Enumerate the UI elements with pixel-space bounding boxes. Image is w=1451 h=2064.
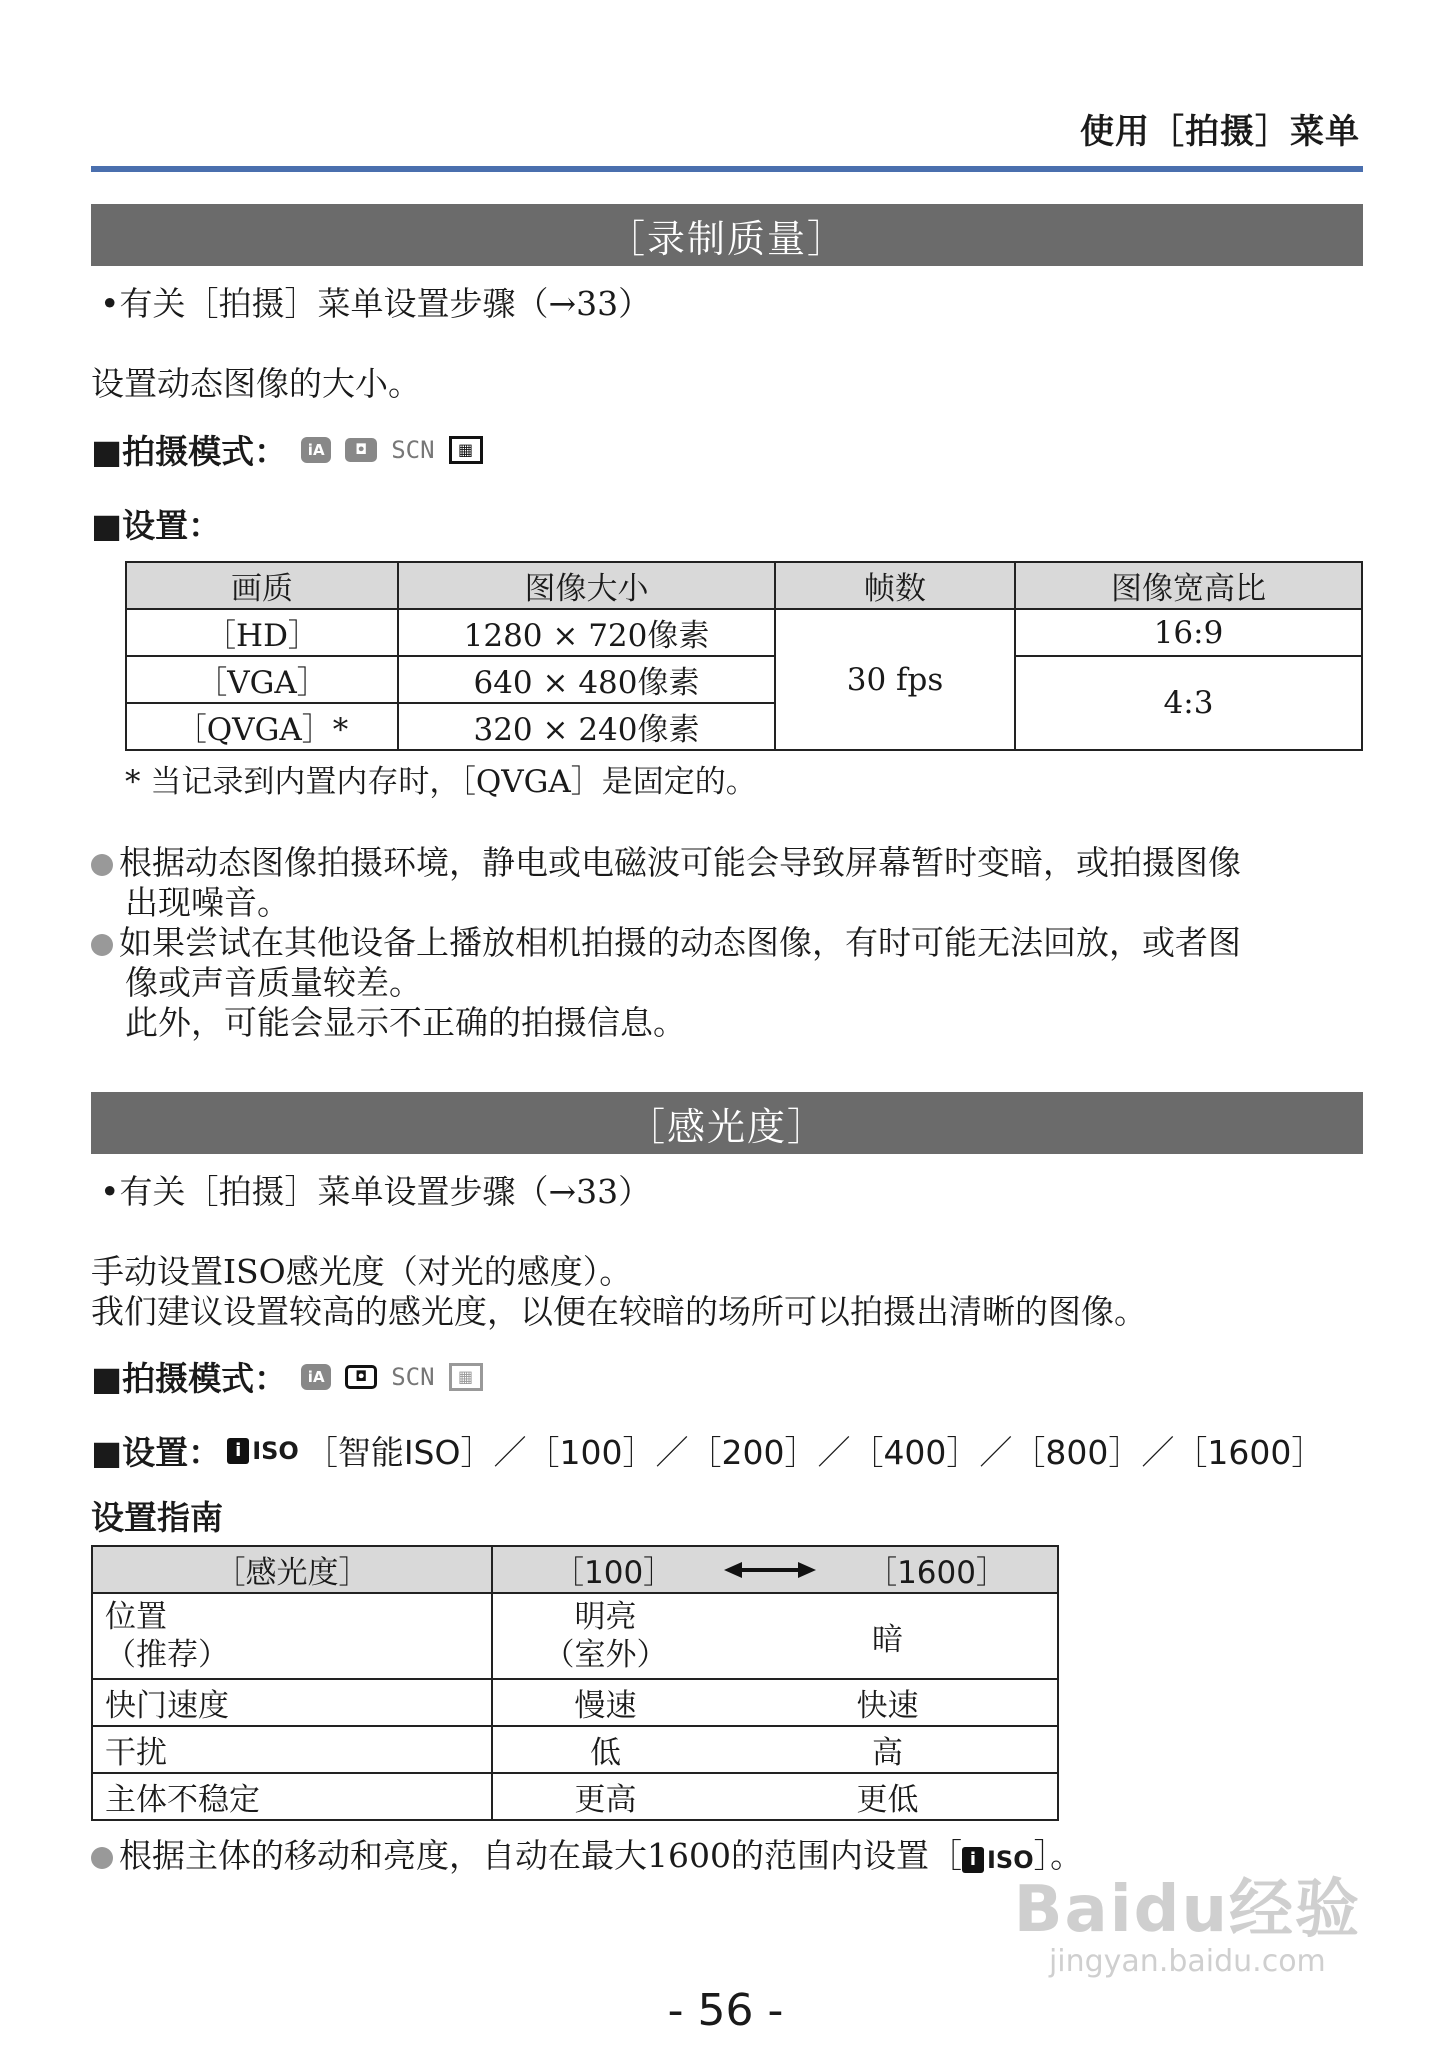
bullet-icon	[91, 1847, 113, 1869]
section2-settings-row	[91, 1427, 1324, 1474]
baidu-watermark	[1014, 1875, 1361, 1979]
iso-i-glyph: i	[962, 1847, 984, 1873]
footnote: * 当记录到内置内存时，［QVGA］是固定的。	[125, 764, 757, 800]
table-cell-fps: 30 fps	[775, 609, 1015, 750]
table-cell-ratio-other: 4:3	[1015, 656, 1362, 750]
table-cell: ［VGA］	[126, 656, 398, 703]
intelligent-auto-icon: iA	[301, 1364, 331, 1390]
settings-label: ■设置：	[91, 1433, 222, 1472]
guide-row-label: 主体不稳定	[92, 1773, 492, 1820]
guide-header-100: ［100］	[553, 1555, 675, 1591]
section2-mode-row	[91, 1353, 483, 1400]
table-cell-ratio-hd: 16:9	[1015, 609, 1362, 656]
scene-icon: SCN	[391, 1362, 435, 1391]
intelligent-iso-icon	[227, 1437, 299, 1465]
guide-label-line: （推荐）	[105, 1637, 229, 1673]
guide-cell-high: 更低	[718, 1773, 1058, 1820]
guide-row-label: 干扰	[92, 1726, 492, 1773]
guide-cell-low	[492, 1593, 718, 1679]
page-header-title: 使用［拍摄］菜单	[1080, 112, 1360, 152]
camera-icon: ◘	[345, 438, 377, 462]
iso-text: ISO	[252, 1436, 299, 1465]
guide-cell-high: 暗	[718, 1593, 1058, 1679]
guide-cell-low: 慢速	[492, 1679, 718, 1726]
table-cell: 320 × 240像素	[398, 703, 775, 750]
guide-cell-high: 高	[718, 1726, 1058, 1773]
note-text: 根据动态图像拍摄环境，静电或电磁波可能会导致屏幕暂时变暗，或拍摄图像	[119, 843, 1241, 882]
col-header-fps: 帧数	[775, 562, 1015, 609]
iso-text: ISO	[986, 1846, 1034, 1874]
mode-label: ■拍摄模式：	[91, 1359, 288, 1398]
motion-picture-icon: ▦	[449, 436, 483, 464]
recording-quality-table	[125, 561, 1363, 751]
section1-ref: •有关［拍摄］菜单设置步骤（→33）	[100, 284, 652, 323]
guide-low-line: （室外）	[543, 1637, 668, 1673]
note-text: 如果尝试在其他设备上播放相机拍摄的动态图像，有时可能无法回放，或者图	[119, 923, 1241, 962]
note-text-cont: 此外，可能会显示不正确的拍摄信息。	[125, 1003, 686, 1042]
note-item	[91, 923, 1241, 963]
section1-settings-label: ■设置：	[91, 506, 222, 545]
guide-low-line: 明亮	[574, 1599, 637, 1635]
section-title-sensitivity: ［感光度］	[91, 1092, 1363, 1154]
guide-cell-high: 快速	[718, 1679, 1058, 1726]
double-arrow-icon	[724, 1560, 816, 1580]
guide-cell-low: 低	[492, 1726, 718, 1773]
iso-i-glyph: i	[227, 1438, 249, 1464]
header-divider	[91, 166, 1363, 172]
guide-row-label: 快门速度	[92, 1679, 492, 1726]
table-cell: ［QVGA］*	[126, 703, 398, 750]
table-cell: 1280 × 720像素	[398, 609, 775, 656]
section2-ref: •有关［拍摄］菜单设置步骤（→33）	[100, 1172, 652, 1211]
bullet-icon	[91, 854, 113, 876]
iso-guide-table	[91, 1545, 1059, 1821]
guide-cell-low: 更高	[492, 1773, 718, 1820]
guide-header-1600: ［1600］	[866, 1555, 1007, 1591]
motion-picture-icon: ▦	[449, 1363, 483, 1391]
watermark-line1: Baidu经验	[1013, 1873, 1361, 1947]
note-item	[91, 1836, 1083, 1880]
note-text-cont: 像或声音质量较差。	[125, 963, 422, 1002]
page-number: - 56 -	[667, 1985, 784, 2036]
guide-header-sensitivity: ［感光度］	[92, 1546, 492, 1593]
settings-values: ［智能ISO］／［100］／［200］／［400］／［800］／［1600］	[304, 1433, 1325, 1472]
section2-desc1: 手动设置ISO感光度（对光的感度）。	[91, 1252, 633, 1291]
col-header-ratio: 图像宽高比	[1015, 562, 1362, 609]
section1-mode-row	[91, 426, 483, 473]
intelligent-auto-icon: iA	[301, 437, 331, 463]
col-header-quality: 画质	[126, 562, 398, 609]
guide-label: 设置指南	[91, 1498, 223, 1537]
scene-icon: SCN	[391, 435, 435, 464]
guide-header-range	[492, 1546, 1058, 1593]
guide-label-line: 位置	[105, 1599, 167, 1635]
bullet-icon	[91, 934, 113, 956]
section1-desc: 设置动态图像的大小。	[91, 364, 421, 403]
section-title-recording-quality: ［录制质量］	[91, 204, 1363, 266]
section2-desc2: 我们建议设置较高的感光度，以便在较暗的场所可以拍摄出清晰的图像。	[91, 1292, 1147, 1331]
note-text-cont: 出现噪音。	[125, 883, 290, 922]
col-header-size: 图像大小	[398, 562, 775, 609]
guide-row-label	[92, 1593, 492, 1679]
table-cell: ［HD］	[126, 609, 398, 656]
note-text: ］。	[1033, 1836, 1084, 1875]
table-cell: 640 × 480像素	[398, 656, 775, 703]
note-text: 根据主体的移动和亮度，自动在最大1600的范围内设置［	[119, 1836, 962, 1875]
watermark-line2: jingyan.baidu.com	[1048, 1944, 1326, 1979]
mode-label: ■拍摄模式：	[91, 432, 288, 471]
camera-icon: ◘	[345, 1365, 377, 1389]
note-item	[91, 843, 1241, 883]
